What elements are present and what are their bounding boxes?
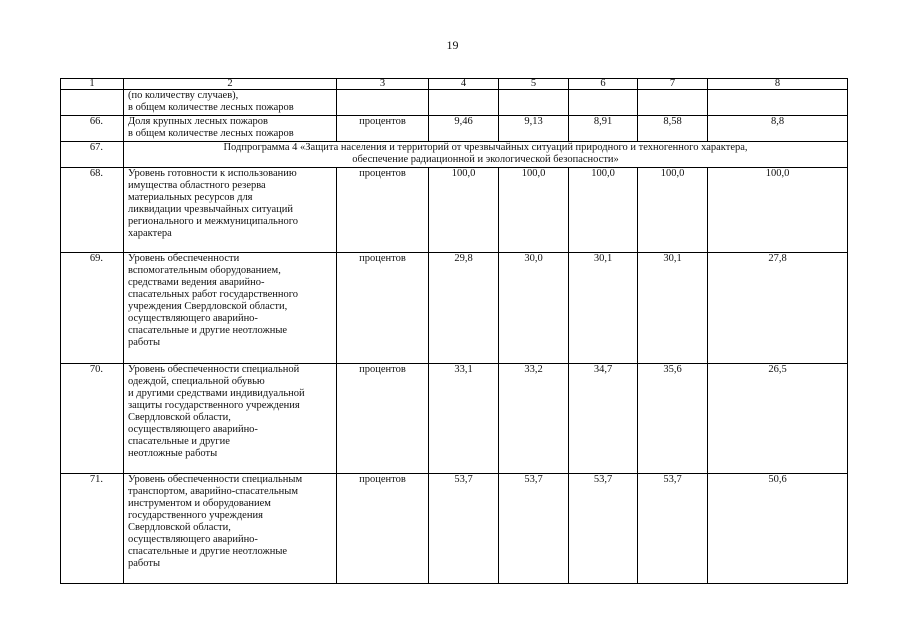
value-cell: 53,7 xyxy=(429,474,499,584)
header-cell: 8 xyxy=(708,79,848,90)
row-number-cell: 68. xyxy=(61,168,124,253)
table-row xyxy=(61,474,848,584)
value-cell: 33,2 xyxy=(499,364,569,474)
value-cell: 100,0 xyxy=(708,168,848,253)
indicator-name-cell: Уровень обеспеченности вспомогательным оборудованием, средствами ведения аварийно- спасательных работ государственного учреждения Свердловской области, осуществляющего аварийно- спасательные и другие неотложные работы xyxy=(124,253,337,364)
value-cell: 100,0 xyxy=(638,168,708,253)
value-cell: 53,7 xyxy=(499,474,569,584)
unit-cell: процентов xyxy=(337,364,429,474)
value-cell xyxy=(429,90,499,116)
value-cell: 9,46 xyxy=(429,116,499,142)
table-row xyxy=(61,116,848,142)
value-cell: 29,8 xyxy=(429,253,499,364)
value-cell: 8,8 xyxy=(708,116,848,142)
indicator-name-cell: Уровень обеспеченности специальной одеждой, специальной обувью и другими средствами индивидуальной защиты государственного учреждения Свердловской области, осуществляющего аварийно- спасательные и другие неотложные работы xyxy=(124,364,337,474)
unit-cell xyxy=(337,90,429,116)
indicator-name-cell: Доля крупных лесных пожаров в общем количестве лесных пожаров xyxy=(124,116,337,142)
table-row xyxy=(61,168,848,253)
indicator-name-cell: Уровень готовности к использованию имущества областного резерва материальных ресурсов для ликвидации чрезвычайных ситуаций регионального и межмуниципального характера xyxy=(124,168,337,253)
table-row xyxy=(61,90,848,116)
header-cell: 3 xyxy=(337,79,429,90)
value-cell: 50,6 xyxy=(708,474,848,584)
value-cell: 8,91 xyxy=(569,116,638,142)
value-cell: 8,58 xyxy=(638,116,708,142)
header-cell: 1 xyxy=(61,79,124,90)
row-number-cell xyxy=(61,90,124,116)
indicators-table xyxy=(60,78,848,584)
value-cell: 30,1 xyxy=(638,253,708,364)
unit-cell: процентов xyxy=(337,253,429,364)
value-cell: 100,0 xyxy=(499,168,569,253)
row-number-cell: 71. xyxy=(61,474,124,584)
value-cell: 34,7 xyxy=(569,364,638,474)
value-cell: 30,0 xyxy=(499,253,569,364)
header-cell: 7 xyxy=(638,79,708,90)
value-cell: 53,7 xyxy=(638,474,708,584)
unit-cell: процентов xyxy=(337,168,429,253)
header-cell: 6 xyxy=(569,79,638,90)
value-cell xyxy=(569,90,638,116)
header-cell: 5 xyxy=(499,79,569,90)
indicator-name-cell: Уровень обеспеченности специальным транспортом, аварийно-спасательным инструментом и оборудованием государственного учреждения Свердловской области, осуществляющего аварийно- спасательные и другие неотложные работы xyxy=(124,474,337,584)
value-cell xyxy=(638,90,708,116)
row-number-cell: 70. xyxy=(61,364,124,474)
table-row xyxy=(61,142,848,168)
value-cell: 30,1 xyxy=(569,253,638,364)
header-row xyxy=(61,79,848,90)
row-number-cell: 69. xyxy=(61,253,124,364)
row-number-cell: 67. xyxy=(61,142,124,168)
unit-cell: процентов xyxy=(337,474,429,584)
row-number-cell: 66. xyxy=(61,116,124,142)
subprogram-title-cell: Подпрограмма 4 «Защита населения и территорий от чрезвычайных ситуаций природного и техногенного характера, обеспечение радиационной и экологической безопасности» xyxy=(124,142,848,168)
value-cell: 53,7 xyxy=(569,474,638,584)
value-cell: 27,8 xyxy=(708,253,848,364)
value-cell: 100,0 xyxy=(569,168,638,253)
value-cell: 33,1 xyxy=(429,364,499,474)
page-number: 19 xyxy=(446,38,459,52)
unit-cell: процентов xyxy=(337,116,429,142)
value-cell xyxy=(708,90,848,116)
header-cell: 2 xyxy=(124,79,337,90)
value-cell: 100,0 xyxy=(429,168,499,253)
table-row xyxy=(61,253,848,364)
table-row xyxy=(61,364,848,474)
value-cell: 9,13 xyxy=(499,116,569,142)
header-cell: 4 xyxy=(429,79,499,90)
indicator-name-cell: (по количеству случаев), в общем количестве лесных пожаров xyxy=(124,90,337,116)
value-cell: 35,6 xyxy=(638,364,708,474)
value-cell: 26,5 xyxy=(708,364,848,474)
value-cell xyxy=(499,90,569,116)
